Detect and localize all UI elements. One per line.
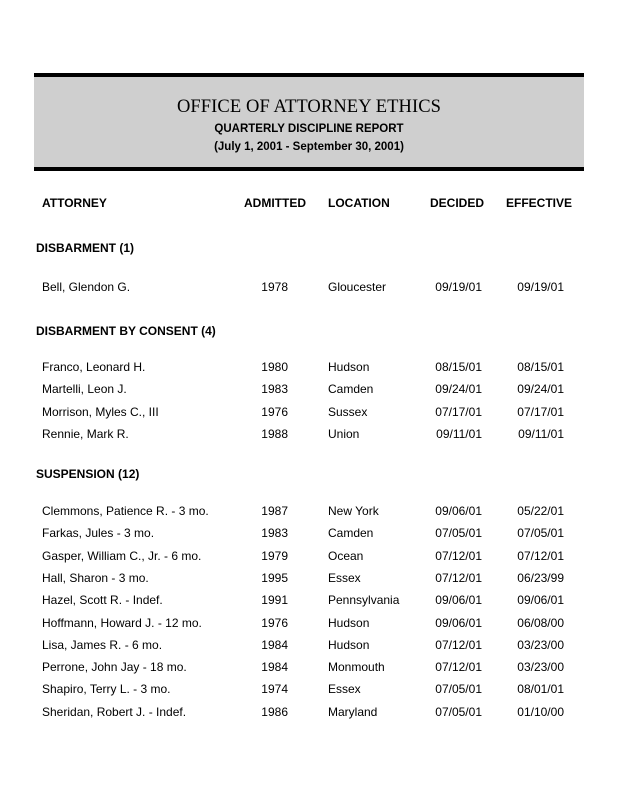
col-attorney: ATTORNEY (42, 196, 107, 210)
admitted-year: 1991 (261, 593, 288, 608)
table-row (0, 593, 618, 609)
admitted-year: 1974 (261, 682, 288, 697)
attorney-name: Sheridan, Robert J. - Indef. (42, 704, 187, 719)
location-cell: Essex (328, 570, 361, 585)
decided-date: 07/05/01 (435, 682, 482, 697)
attorney-name: Morrison, Myles C., III (42, 404, 159, 419)
effective-date: 07/12/01 (517, 548, 564, 563)
decided-date: 09/06/01 (435, 504, 482, 518)
location-cell: Monmouth (328, 660, 385, 675)
decided-date: 07/12/01 (435, 637, 482, 652)
office-title: OFFICE OF ATTORNEY ETHICS (176, 97, 442, 117)
table-row (0, 638, 618, 654)
admitted-year: 1988 (261, 426, 288, 441)
admitted-year: 1987 (261, 504, 288, 518)
admitted-year: 1980 (261, 360, 288, 374)
effective-date: 09/06/01 (517, 593, 564, 608)
attorney-name: Lisa, James R. - 6 mo. (42, 637, 163, 652)
attorney-name: Perrone, John Jay - 18 mo. (42, 660, 187, 675)
effective-date: 09/19/01 (517, 280, 564, 294)
admitted-year: 1984 (261, 637, 288, 652)
col-effective: EFFECTIVE (506, 196, 573, 210)
attorney-name: Hall, Sharon - 3 mo. (42, 570, 149, 585)
effective-date: 09/24/01 (517, 382, 564, 397)
location-cell: Ocean (328, 548, 364, 563)
report-period: (July 1, 2001 - September 30, 2001) (214, 141, 404, 153)
effective-date: 08/15/01 (517, 360, 564, 374)
table-row (0, 427, 618, 443)
decided-date: 07/12/01 (435, 570, 482, 585)
admitted-year: 1995 (261, 570, 288, 585)
table-row (0, 504, 618, 520)
section-heading: DISBARMENT BY CONSENT (4) (36, 324, 216, 338)
location-cell: Camden (328, 526, 374, 541)
admitted-year: 1986 (261, 704, 288, 719)
location-cell: Essex (328, 682, 361, 697)
effective-date: 05/22/01 (517, 504, 564, 518)
table-row (0, 549, 618, 565)
decided-date: 07/05/01 (435, 526, 482, 541)
attorney-name: Gasper, William C., Jr. - 6 mo. (42, 548, 202, 563)
location-cell: Hudson (328, 360, 370, 374)
table-row (0, 360, 618, 376)
effective-date: 06/08/00 (517, 615, 564, 630)
decided-date: 09/06/01 (435, 593, 482, 608)
decided-date: 09/06/01 (435, 615, 482, 630)
effective-date: 07/17/01 (517, 404, 564, 419)
admitted-year: 1978 (261, 280, 288, 294)
effective-date: 06/23/99 (517, 570, 564, 585)
admitted-year: 1976 (261, 404, 288, 419)
attorney-name: Clemmons, Patience R. - 3 mo. (42, 504, 209, 518)
col-decided: DECIDED (430, 196, 485, 210)
attorney-name: Bell, Glendon G. (42, 280, 131, 294)
decided-date: 09/24/01 (435, 382, 482, 397)
report-subtitle: QUARTERLY DISCIPLINE REPORT (214, 123, 404, 135)
table-row (0, 526, 618, 542)
attorney-name: Farkas, Jules - 3 mo. (42, 526, 155, 541)
table-row (0, 682, 618, 698)
section-heading: SUSPENSION (12) (36, 467, 140, 481)
location-cell: Gloucester (328, 280, 387, 294)
attorney-name: Franco, Leonard H. (42, 360, 146, 374)
location-cell: Pennsylvania (328, 593, 400, 608)
location-cell: Hudson (328, 637, 370, 652)
effective-date: 03/23/00 (517, 637, 564, 652)
location-cell: Sussex (328, 404, 368, 419)
table-row (0, 616, 618, 632)
effective-date: 07/05/01 (517, 526, 564, 541)
decided-date: 09/19/01 (435, 280, 482, 294)
attorney-name: Rennie, Mark R. (42, 426, 129, 441)
decided-date: 07/05/01 (435, 704, 482, 719)
table-row (0, 660, 618, 676)
admitted-year: 1984 (261, 660, 288, 675)
admitted-year: 1983 (261, 382, 288, 397)
decided-date: 07/17/01 (435, 404, 482, 419)
location-cell: Hudson (328, 615, 370, 630)
col-location: LOCATION (328, 196, 390, 210)
table-row (0, 382, 618, 398)
section-heading: DISBARMENT (1) (36, 241, 134, 255)
decided-date: 09/11/01 (436, 426, 482, 441)
report-header (34, 73, 584, 171)
effective-date: 03/23/00 (517, 660, 564, 675)
table-row (0, 405, 618, 421)
table-row (0, 705, 618, 721)
decided-date: 07/12/01 (435, 660, 482, 675)
table-row (0, 571, 618, 587)
admitted-year: 1979 (261, 548, 288, 563)
effective-date: 09/11/01 (518, 426, 564, 441)
admitted-year: 1976 (261, 615, 288, 630)
attorney-name: Shapiro, Terry L. - 3 mo. (42, 682, 171, 697)
effective-date: 01/10/00 (517, 704, 564, 719)
location-cell: Union (328, 426, 360, 441)
location-cell: New York (328, 504, 379, 518)
effective-date: 08/01/01 (517, 682, 564, 697)
attorney-name: Martelli, Leon J. (42, 382, 127, 397)
table-row (0, 280, 618, 296)
admitted-year: 1983 (261, 526, 288, 541)
location-cell: Maryland (328, 704, 378, 719)
attorney-name: Hazel, Scott R. - Indef. (42, 593, 163, 608)
decided-date: 08/15/01 (435, 360, 482, 374)
attorney-name: Hoffmann, Howard J. - 12 mo. (42, 615, 202, 630)
col-admitted: ADMITTED (244, 196, 306, 210)
location-cell: Camden (328, 382, 374, 397)
decided-date: 07/12/01 (435, 548, 482, 563)
